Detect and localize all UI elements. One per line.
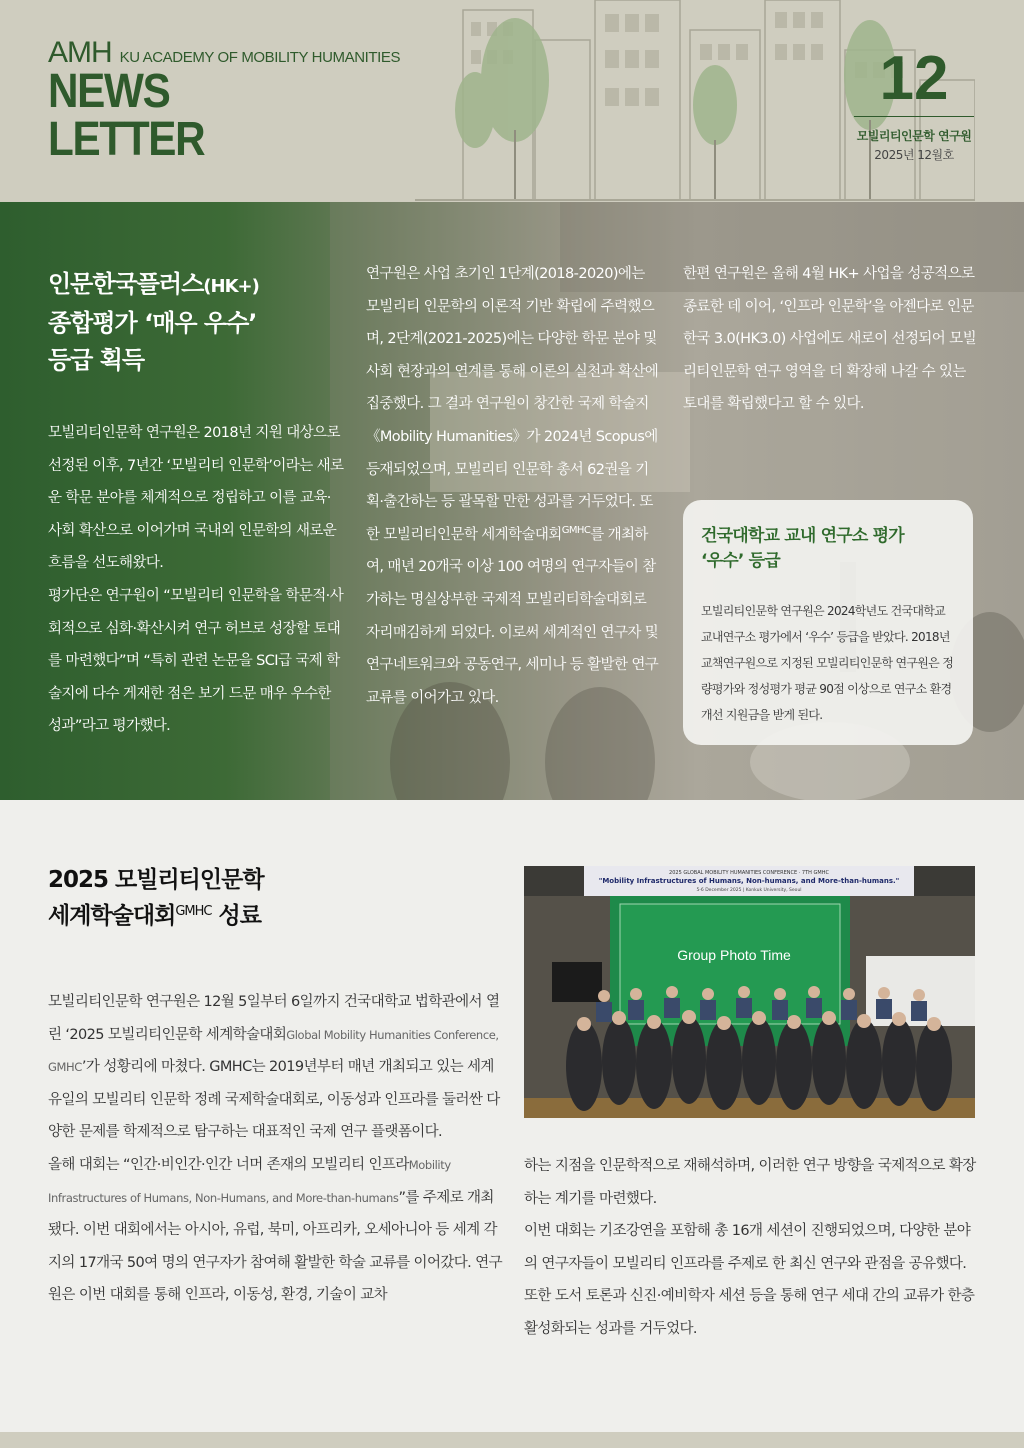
issue-info: [854, 44, 974, 163]
card-title-line2: ‘우수’ 등급: [701, 551, 780, 571]
news-label: NEWS: [48, 65, 170, 118]
banner-line3: 5-6 December 2025 | Konkuk University, Seoul: [696, 888, 802, 893]
gmhc-left-column: [48, 986, 502, 1312]
gmhc-paragraph: 올해 대회는 “인간·비인간·인간 너머 존재의 모빌리티 인프라Mobility Infrastructures of Humans, Non-Humans, and More-than-humans”를 주제로 개최됐다. 이번 대회에서는 아시아, 유럽, 북미, 아프리카, 오세아니아 등 세계 각지의 17개국 50여 명의 연구자가 참여해 활발한 학술 교류를 이어갔다. 연구원은 이번 대회를 통해 인프라, 이동성, 환경, 기술이 교차: [48, 1156, 502, 1304]
group-photo: [524, 866, 975, 1118]
banner-line1: 2025 GLOBAL MOBILITY HUMANITIES CONFERENCE · 7TH GMHC: [669, 870, 829, 876]
brand-logo: [48, 38, 400, 164]
gmhc-section-title: 2025 모빌리티인문학 세계학술대회$^{GMHC}$ 성료: [48, 862, 264, 934]
gmhc-title-sup: GMHC: [175, 904, 212, 919]
evaluation-card: [683, 500, 973, 745]
hero-column-1: [48, 417, 344, 743]
amh-subtitle: KU ACADEMY OF MOBILITY HUMANITIES: [119, 49, 401, 66]
screen-text: Group Photo Time: [677, 947, 791, 963]
hero-title-line2: 종합평가 ‘매우 우수’: [48, 309, 257, 337]
hk-plus-section: [0, 202, 1024, 800]
hero-title-line3: 등급 획득: [48, 346, 145, 374]
hero-paragraph: 연구원은 사업 초기인 1단계(2018-2020)에는 모빌리티 인문학의 이론적 기반 확립에 주력했으며, 2단계(2021-2025)에는 다양한 학문 분야 및 사회 현장과의 연계를 통해 이론의 실천과 확산에 집중했다. 그 결과 연구원이 창간한 국제 학술지 《Mobility Humanities》가 2024년 Scopus에 등재되었으며, 모빌리티 인문학 총서 62권을 기획·출간하는 등 괄목할 만한 성과를 거두었다. 또한 모빌리티인문학 세계학술대회$^{GMHC}$를 개최하여, 매년 20개국 이상 100 여명의 연구자들이 참가하는 명실상부한 국제적 모빌리티학술대회로 자리매김하게 되었다. 이로써 세계적인 연구자 및 연구네트워크와 공동연구, 세미나 등 활발한 연구 교류를 이어가고 있다.: [366, 266, 659, 706]
letter-label: LETTER: [48, 113, 205, 166]
card-description: 모빌리티인문학 연구원은 2024학년도 건국대학교 교내연구소 평가에서 ‘우수’ 등급을 받았다. 2018년 교책연구원으로 지정된 모빌리티인문학 연구원은 정량평가와 정성평가 평균 90점 이상으로 연구소 환경 개선 지원금을 받게 된다.: [701, 604, 954, 722]
issue-divider: [854, 116, 974, 117]
gmhc-paragraph: 이번 대회는 기조강연을 포함해 총 16개 세션이 진행되었으며, 다양한 분야의 연구자들이 모빌리티 인프라를 주제로 한 최신 연구와 관점을 공유했다. 또한 도서 토론과 신진·예비학자 세션 등을 통해 연구 세대 간의 교류가 한층 활성화되는 성과를 거두었다.: [524, 1223, 975, 1337]
issue-date: 2025년 12월호: [874, 148, 954, 162]
issue-number: 12: [879, 44, 949, 113]
banner-line2: "Mobility Infrastructures of Humans, Non-humans, and More-than-humans.": [598, 877, 900, 885]
newsletter-header: [0, 0, 1024, 202]
hero-paragraph: 모빌리티인문학 연구원은 2018년 지원 대상으로 선정된 이후, 7년간 ‘모빌리티 인문학’이라는 새로운 학문 분야를 체계적으로 정립하고 이를 교육·사회 확산으로 이어가며 국내외 인문학의 새로운 흐름을 선도해왔다.: [48, 425, 344, 572]
gmhc-title-line1: 2025 모빌리티인문학: [48, 867, 264, 893]
hero-paragraph: 평가단은 연구원이 “모빌리티 인문학을 학문적·사회적으로 심화·확산시켜 연구 허브로 성장할 토대를 마련했다”며 “특히 관련 논문을 SCI급 국제 학술지에 다수 게재한 점은 보기 드문 매우 우수한 성과”라고 평가했다.: [48, 587, 344, 735]
gmhc-paragraph: 하는 지점을 인문학적으로 재해석하며, 이러한 연구 방향을 국제적으로 확장하는 계기를 마련했다.: [524, 1158, 976, 1207]
group-photo-image: [524, 866, 975, 1118]
gmhc-right-column: [524, 1150, 978, 1346]
gmhc-sup: GMHC: [561, 524, 591, 536]
hero-title-line1: 인문한국플러스: [48, 270, 204, 298]
hero-title-hk: (HK+): [203, 276, 259, 297]
issue-org: 모빌리티인문학 연구원: [856, 129, 972, 143]
amh-label: AMH: [48, 36, 112, 69]
gmhc-paragraph: 모빌리티인문학 연구원은 12월 5일부터 6일까지 건국대학교 법학관에서 열린 ‘2025 모빌리티인문학 세계학술대회Global Mobility Humanities Conference, GMHC’가 성황리에 마쳤다. GMHC는 2019년부터 매년 개최되고 있는 세계 유일의 모빌리티 인문학 정례 국제학술대회로, 이동성과 인프라를 둘러싼 다양한 문제를 학제적으로 탐구하는 대표적인 국제 연구 플랫폼이다.: [48, 994, 500, 1141]
hero-title: [48, 266, 259, 379]
hero-column-2: [366, 258, 660, 714]
hero-paragraph: 한편 연구원은 올해 4월 HK+ 사업을 성공적으로 종료한 데 이어, ‘인프라 인문학’을 아젠다로 인문한국 3.0(HK3.0) 사업에도 새로이 선정되어 모빌리티인문학 연구 영역을 더 확장해 나갈 수 있는 토대를 확립했다고 할 수 있다.: [683, 266, 976, 413]
card-title-line1: 건국대학교 교내 연구소 평가: [701, 526, 904, 546]
hero-column-3: [683, 258, 977, 421]
footer-bar: [0, 1432, 1024, 1448]
